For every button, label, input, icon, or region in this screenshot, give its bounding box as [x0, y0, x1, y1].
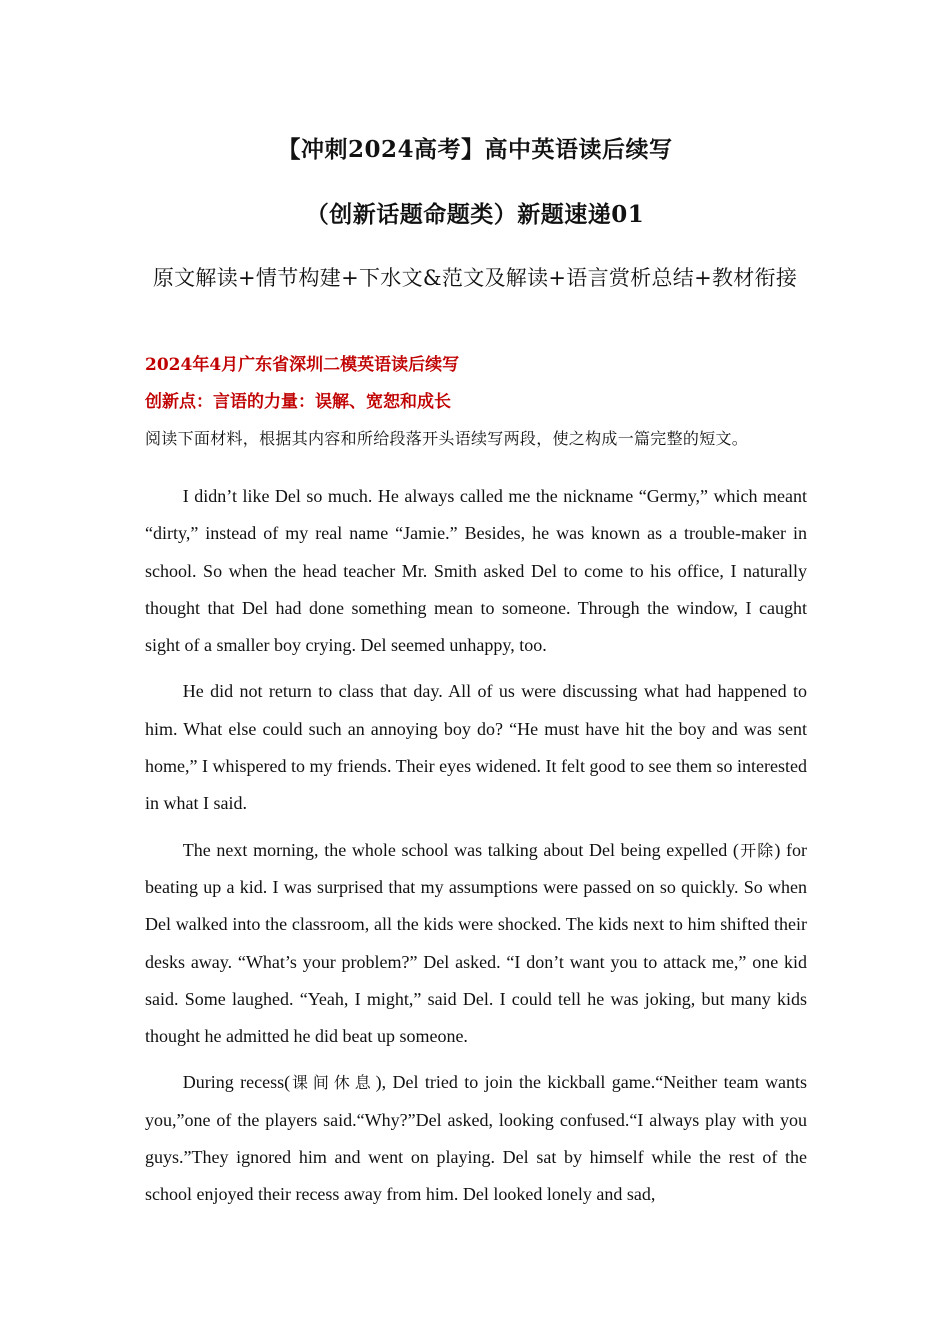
paragraph-3-text-start: The next morning, the whole school was talking about Del being expelled (: [182, 839, 739, 860]
paragraph-4-text-start: During recess(: [182, 1072, 291, 1093]
paragraph-3-chinese-gloss: 开除: [738, 840, 775, 860]
passage-paragraph-2: He did not return to class that day. All of us were discussing what had happened to him. What else could such an annoying boy do? “He must have hit the boy and was sent home,” I whispered to my friends. Their eyes widened. It felt good to see them so interested in what I said.: [145, 681, 807, 814]
innovation-heading: 创新点：言语的力量：误解、宽恕和成长: [145, 392, 451, 412]
paragraph-4-chinese-gloss: 课间休息: [290, 1073, 376, 1093]
instruction-text: 阅读下面材料，根据其内容和所给段落开头语续写两段，使之构成一篇完整的短文。: [145, 429, 749, 448]
passage-paragraph-1: I didn’t like Del so much. He always called me the nickname “Germy,” which meant “dirty,” instead of my real name “Jamie.” Besides, he was known as a trouble-maker in school. So when the head teacher Mr. Smith asked Del to come to his office, I naturally thought that Del had done something mean to someone. Through the window, I caught sight of a smaller boy crying. Del seemed unhappy, too.: [145, 486, 807, 656]
paragraph-4-text-end: ), Del tried to join the kickball game.“Neither team wants you,”one of the players said.“Why?”Del asked, looking confused.“I always play with you guys.”They ignored him and went on playing. Del sat by himself while the rest of the school enjoyed their recess away from him. Del looked lonely and sad,: [145, 1072, 807, 1205]
passage-paragraph-3: [145, 832, 807, 1056]
document-subtitle: 原文解读+情节构建+下水文&范文及解读+语言赏析总结+教材衔接: [152, 266, 798, 290]
paragraph-3-text-end: ) for beating up a kid. I was surprised that my assumptions were passed on so quickly. So when Del walked into the classroom, all the kids were shocked. The kids next to him shifted their desks away. “What’s your problem?” Del asked. “I don’t want you to attack me,” one kid said. Some laughed. “Yeah, I might,” said Del. I could tell he was joking, but many kids thought he admitted he did beat up someone.: [145, 839, 807, 1047]
exam-heading: 2024年4月广东省深圳二模英语读后续写: [145, 355, 460, 375]
document-title-line1: 【冲刺2024高考】高中英语读后续写: [277, 136, 673, 163]
reading-passage: [145, 478, 807, 1223]
document-title-line2: （创新话题命题类）新题速递01: [305, 201, 645, 228]
passage-paragraph-4: [145, 1064, 807, 1213]
